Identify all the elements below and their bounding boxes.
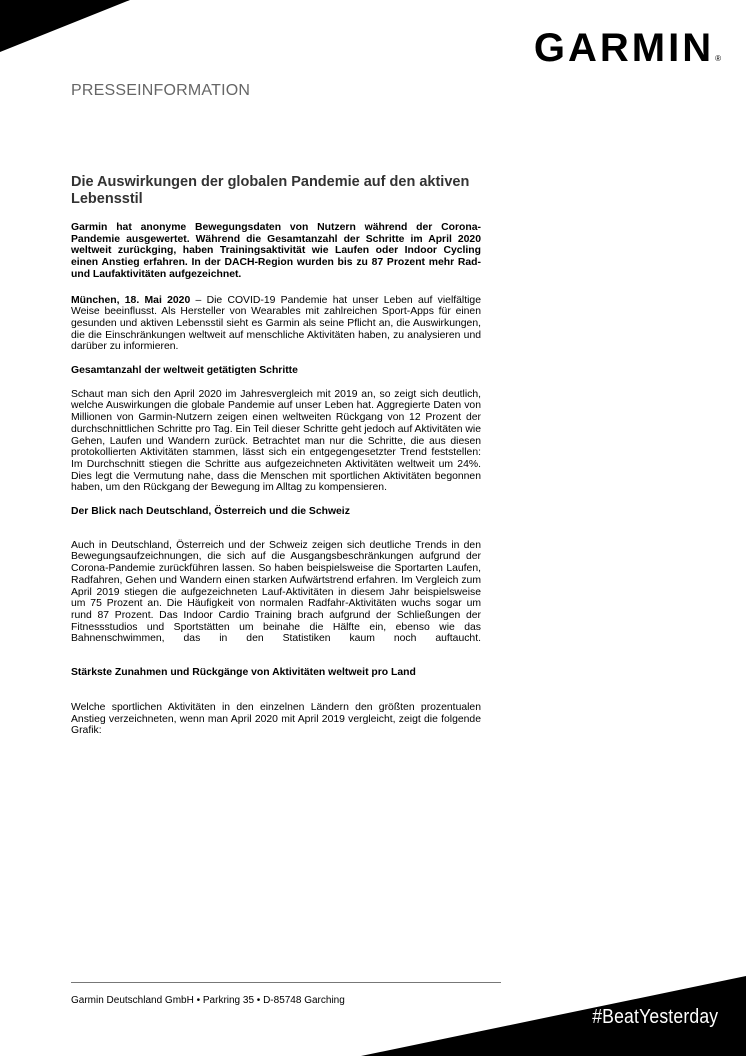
section-heading-steps: Gesamtanzahl der weltweit getätigten Schritte	[71, 365, 298, 377]
corner-decoration-top-left	[0, 0, 130, 52]
garmin-logo	[534, 28, 720, 68]
article-title: Die Auswirkungen der globalen Pandemie auf den aktiven Lebensstil	[71, 174, 470, 207]
section-text-countries: Welche sportlichen Aktivitäten in den einzelnen Ländern den größten prozentualen Anstieg verzeichneten, wenn man April 2020 mit April 2019 vergleicht, zeigt die folgende Grafik:	[71, 701, 481, 737]
section-heading-countries: Stärkste Zunahmen und Rückgänge von Aktivitäten weltweit pro Land	[71, 667, 416, 679]
section-text-steps: Schaut man sich den April 2020 im Jahresvergleich mit 2019 an, so zeigt sich deutlich, welche Auswirkungen die globale Pandemie auf unser Leben hat. Aggregierte Daten von Millionen von Garmin-Nutzern zeigen einen weltweiten Rückgang von 12 Prozent der durchschnittlichen Schritte pro Tag. Ein Teil dieser Schritte geht jedoch auf Aktivitäten wie Gehen, Laufen und Wandern zurück. Betrachtet man nur die Schritte, die aus diesen protokollierten Aktivitäten stammen, lässt sich ein entgegengesetzter Trend feststellen: Im Durchschnitt stiegen die Schritte aus aufgezeichneten Aktivitäten weltweit um 24%. Dies legt die Vermutung nahe, dass die Menschen mit sportlichen Aktivitäten begonnen haben, um den Rückgang der Bewegung im Alltag zu kompensieren.	[71, 388, 481, 494]
intro-text: – Die COVID-19 Pandemie hat unser Leben auf vielfältige Weise beeinflusst. Als Hersteller von Wearables mit zahlreichen Sport-Apps für einen gesunden und aktiven Lebensstil sieht es Garmin als seine Pflicht an, die Auswirkungen, die die Einschränkungen weltweit auf menschliche Aktivitäten haben, zu analysieren und darüber zu informieren.	[71, 294, 481, 353]
article-lead: Garmin hat anonyme Bewegungsdaten von Nutzern während der Corona-Pandemie ausgewertet. Während die Gesamtanzahl der Schritte im April 2020 weltweit zurückging, haben Trainingsaktivität wie Laufen oder Indoor Cycling einen Anstieg erfahren. In der DACH-Region wurden bis zu 87 Prozent mehr Rad- und Laufaktivitäten aufgezeichnet.	[71, 222, 481, 280]
hashtag-slogan: #BeatYesterday	[591, 1006, 718, 1028]
article-body	[71, 174, 481, 749]
logo-text: GARMIN	[533, 26, 715, 70]
section-heading-dach: Der Blick nach Deutschland, Österreich und die Schweiz	[71, 506, 350, 518]
dateline: München, 18. Mai 2020	[71, 294, 191, 306]
intro-paragraph	[71, 295, 481, 354]
footer-address: Garmin Deutschland GmbH • Parkring 35 • D-85748 Garching	[71, 995, 345, 1006]
section-text-dach: Auch in Deutschland, Österreich und der Schweiz zeigen sich deutliche Trends in den Bewegungsaufzeichnungen, die sich auf die Ausgangsbeschränkungen aufgrund der Corona-Pandemie zurückführen lassen. So haben beispielsweise die Sportarten Laufen, Radfahren, Gehen und Wandern einen starken Aufwärtstrend erfahren. Im Vergleich zum April 2019 stiegen die aufgezeichneten Lauf-Aktivitäten in diesem Jahr beispielsweise um 75 Prozent an. Die Häufigkeit von normalen Radfahr-Aktivitäten wuchs sogar um rund 87 Prozent. Das Indoor Cardio Training brach aufgrund der Schließungen der Fitnessstudios und Sportstätten um beinahe die Hälfte ein, ebenso wie das Bahnenschwimmen, das in den Statistiken kaum noch auftaucht.	[71, 539, 481, 645]
registered-mark: ®	[715, 54, 721, 63]
press-label: PRESSEINFORMATION	[71, 82, 251, 99]
